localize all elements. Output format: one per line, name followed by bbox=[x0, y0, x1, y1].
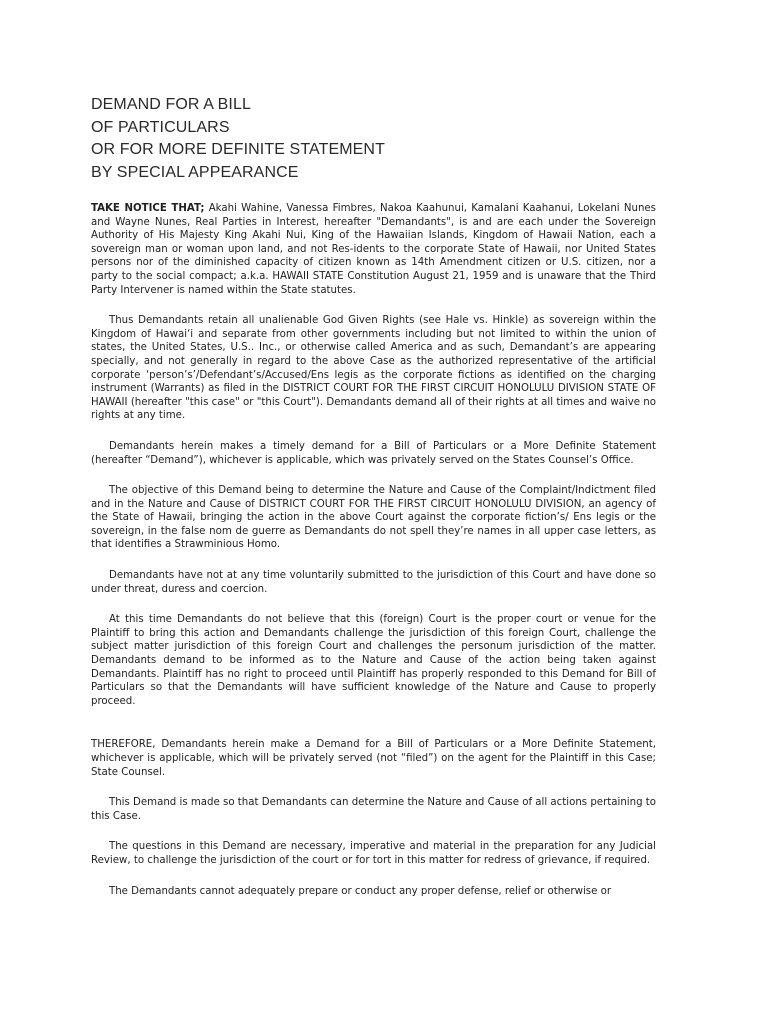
title-line-3: OR FOR MORE DEFINITE STATEMENT bbox=[91, 141, 385, 158]
paragraph-no-voluntary-submission: Demandants have not at any time voluntarily submitted to the jurisdiction of this Court and have done so under threat, duress and coercion. bbox=[91, 570, 656, 595]
title-line-2: OF PARTICULARS bbox=[91, 118, 230, 136]
paragraph-objective: The objective of this Demand being to determine the Nature and Cause of the Complaint/Indictment filed and in the Nature and Cause of DISTRICT COURT FOR THE FIRST CIRCUIT HONOLULU DIVISION, an agency of the State of Hawaii, bringing the action in the above Court against the corporate fiction’s/ Ens legis or the sovereign, in the false nom de guerre as Demandants do not spell they’re names in all upper case letters, as that identifies a Strawminious Homo. bbox=[91, 485, 656, 551]
document-title bbox=[91, 94, 656, 184]
paragraph-therefore: THEREFORE, Demandants herein make a Demand for a Bill of Particulars or a More Definite Statement, whichever is applicable, which will be privately served (not “filed”) on the agent for the Plaintiff in this Case; State Counsel. bbox=[91, 739, 656, 778]
title-line-1: DEMAND FOR A BILL bbox=[91, 96, 251, 113]
document-page bbox=[91, 94, 656, 898]
paragraph-questions: The questions in this Demand are necessary, imperative and material in the preparation for any Judicial Review, to challenge the jurisdiction of the court or for tort in this matter for redress of grievance, if required. bbox=[91, 841, 656, 866]
take-notice-lead: TAKE NOTICE THAT; bbox=[91, 203, 205, 214]
paragraph-timely-demand: Demandants herein makes a timely demand for a Bill of Particulars or a More Definite Statement (hereafter “Demand”), whichever is applicable, which was privately served on the States Counsel’s Office. bbox=[91, 440, 656, 466]
paragraph-purpose: This Demand is made so that Demandants can determine the Nature and Cause of all actions pertaining to this Case. bbox=[91, 797, 656, 822]
paragraph-take-notice bbox=[91, 202, 656, 297]
paragraph-defense: The Demandants cannot adequately prepare or conduct any proper defense, relief or otherwise or bbox=[109, 885, 612, 897]
take-notice-text: Akahi Wahine, Vanessa Fimbres, Nakoa Kaahunui, Kamalani Kaahanui, Lokelani Nunes and Wayne Nunes, Real Parties in Interest, hereafter "Demandants", is and are each under the Sovereign Authority of His Majesty King Akahi Nui, King of the Hawaiian Islands, Kingdom of Hawaii Nation, each a sovereign man or woman upon land, and not Res-idents to the corporate State of Hawaii, nor United States persons nor of the diminished capacity of citizen known as 14th Amendment citizen or U.S. citizen, nor a party to the social compact; a.k.a. HAWAII STATE Constitution August 21, 1959 and is unaware that the Third Party Intervener is named within the State statutes. bbox=[91, 203, 656, 296]
title-line-4: BY SPECIAL APPEARANCE bbox=[91, 163, 299, 181]
paragraph-jurisdiction-challenge: At this time Demandants do not believe that this (foreign) Court is the proper court or venue for the Plaintiff to bring this action and Demandants challenge the jurisdiction of this foreign Court, challenge the subject matter jurisdiction of this foreign Court and challenges the personum jurisdiction of the matter. Demandants demand to be informed as to the Nature and Cause of the action being taken against Demandants. Plaintiff has no right to proceed until Plaintiff has properly responded to this Demand for Bill of Particulars so that the Demandants will have sufficient knowledge of the Nature and Cause to properly proceed. bbox=[91, 614, 656, 707]
paragraph-rights: Thus Demandants retain all unalienable God Given Rights (see Hale vs. Hinkle) as sovereign within the Kingdom of Hawai‘i and separate from other governments including but not limited to within the union of states, the United States, U.S.. Inc., or otherwise called America and as such, Demandant’s are appearing specially, and not generally in regard to the above Case as the authorized representative of the artificial corporate ‘person’s’/Defendant’s/Accused/Ens legis as the corporate fictions as identified on the charging instrument (Warrants) as filed in the DISTRICT COURT FOR THE FIRST CIRCUIT HONOLULU DIVISION STATE OF HAWAII (hereafter "this case" or "this Court"). Demandants demand all of their rights at all times and waive no rights at any time. bbox=[91, 315, 656, 422]
